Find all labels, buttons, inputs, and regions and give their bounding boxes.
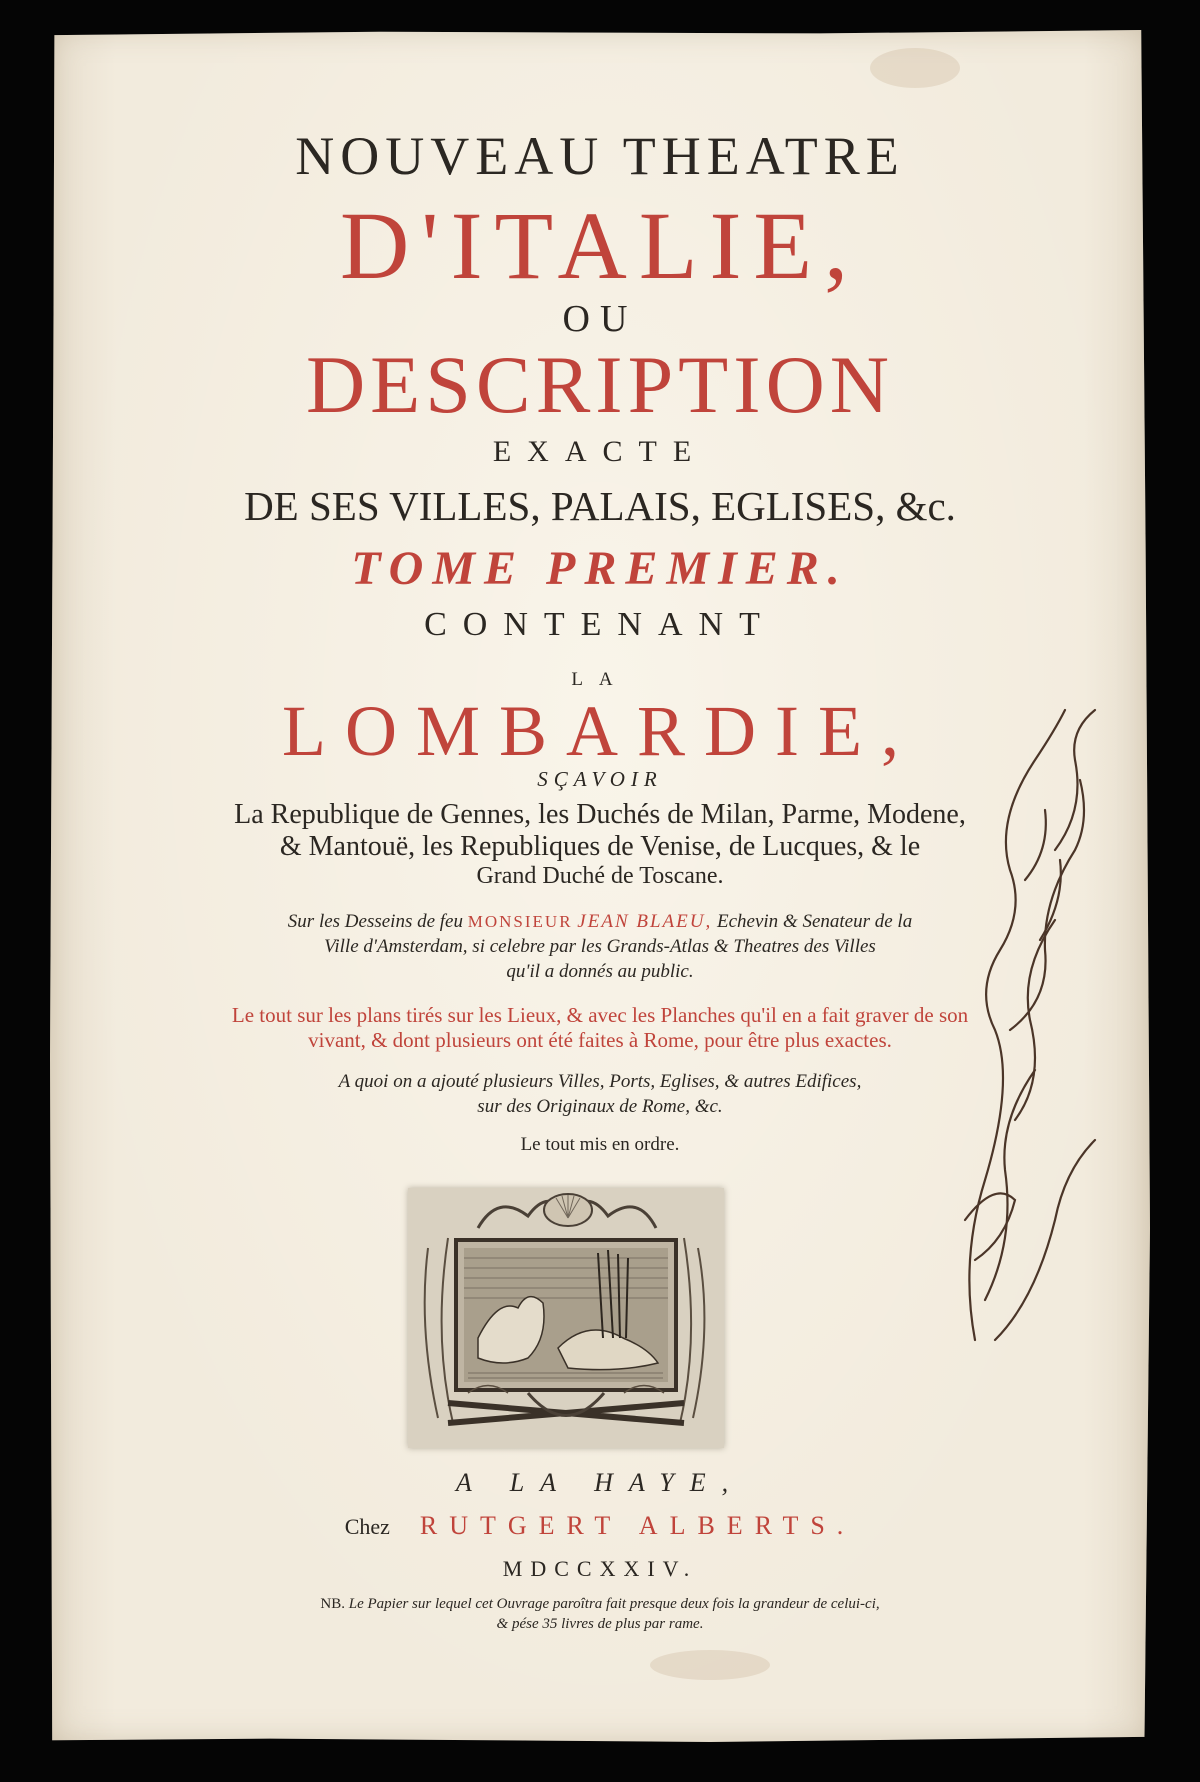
nb-line-2: & pése 35 livres de plus par rame. [496, 1616, 704, 1632]
ajoute-line-2: sur des Originaux de Rome, &c. [477, 1096, 723, 1117]
handwritten-signature-icon [955, 700, 1105, 1390]
desseins-line-2: Ville d'Amsterdam, si celebre par les Grands-Atlas & Theatres des Villes [324, 936, 876, 957]
desseins-prefix: Sur les Desseins de feu [287, 911, 468, 932]
title-ou: OU [562, 298, 638, 340]
ajoute-line-1: A quoi on a ajouté plusieurs Villes, Ports, Eglises, & autres Edifices, [338, 1071, 862, 1092]
monsieur: MONSIEUR [467, 912, 573, 931]
lombardie: LOMBARDIE, [282, 691, 918, 771]
title-villes-palais: DE SES VILLES, PALAIS, EGLISES, &c. [244, 483, 956, 529]
mis-en-ordre: Le tout mis en ordre. [520, 1134, 680, 1155]
tome-premier: TOME PREMIER. [351, 542, 849, 595]
title-ditalie: D'ITALIE, [339, 192, 861, 299]
plans-line-2: vivant, & dont plusieurs ont été faites à Rome, pour être plus exactes. [308, 1028, 892, 1052]
jean-blaeu: JEAN BLAEU, [577, 911, 713, 932]
engraved-vignette-icon [408, 1188, 724, 1448]
nb-line-1 [0, 1596, 1200, 1613]
stain [870, 48, 960, 88]
vignette-drawing [408, 1188, 724, 1448]
plans-line-1: Le tout sur les plans tirés sur les Lieux, & avec les Planches qu'il en a fait graver de son [231, 1003, 969, 1027]
imprint-year: MDCCXXIV. [502, 1556, 698, 1581]
scavoir: SÇAVOIR [537, 767, 663, 791]
title-description: DESCRIPTION [305, 339, 895, 430]
title-exacte: EXACTE [492, 435, 708, 468]
contenant: CONTENANT [424, 606, 776, 643]
chez-label: Chez [344, 1514, 390, 1539]
states-line-3: Grand Duché de Toscane. [476, 863, 724, 889]
desseins-line-3: qu'il a donnés au public. [506, 961, 694, 982]
desseins-suffix: Echevin & Senateur de la [712, 911, 913, 932]
publisher-name: RUTGERT ALBERTS. [419, 1511, 856, 1540]
nb-text-1: Le Papier sur lequel cet Ouvrage paroîtra fait presque deux fois la grandeur de celui-ci, [344, 1596, 880, 1612]
article-la: LA [571, 669, 629, 690]
states-line-1: La Republique de Gennes, les Duchés de Milan, Parme, Modene, [234, 799, 966, 830]
nb-label: NB. [320, 1596, 345, 1612]
stain [650, 1650, 770, 1680]
title-nouveau-theatre: NOUVEAU THEATRE [295, 126, 905, 186]
states-line-2: & Mantouë, les Republiques de Venise, de Lucques, & le [279, 831, 921, 862]
imprint-place: A LA HAYE, [455, 1468, 745, 1497]
imprint-publisher [0, 1511, 1200, 1541]
